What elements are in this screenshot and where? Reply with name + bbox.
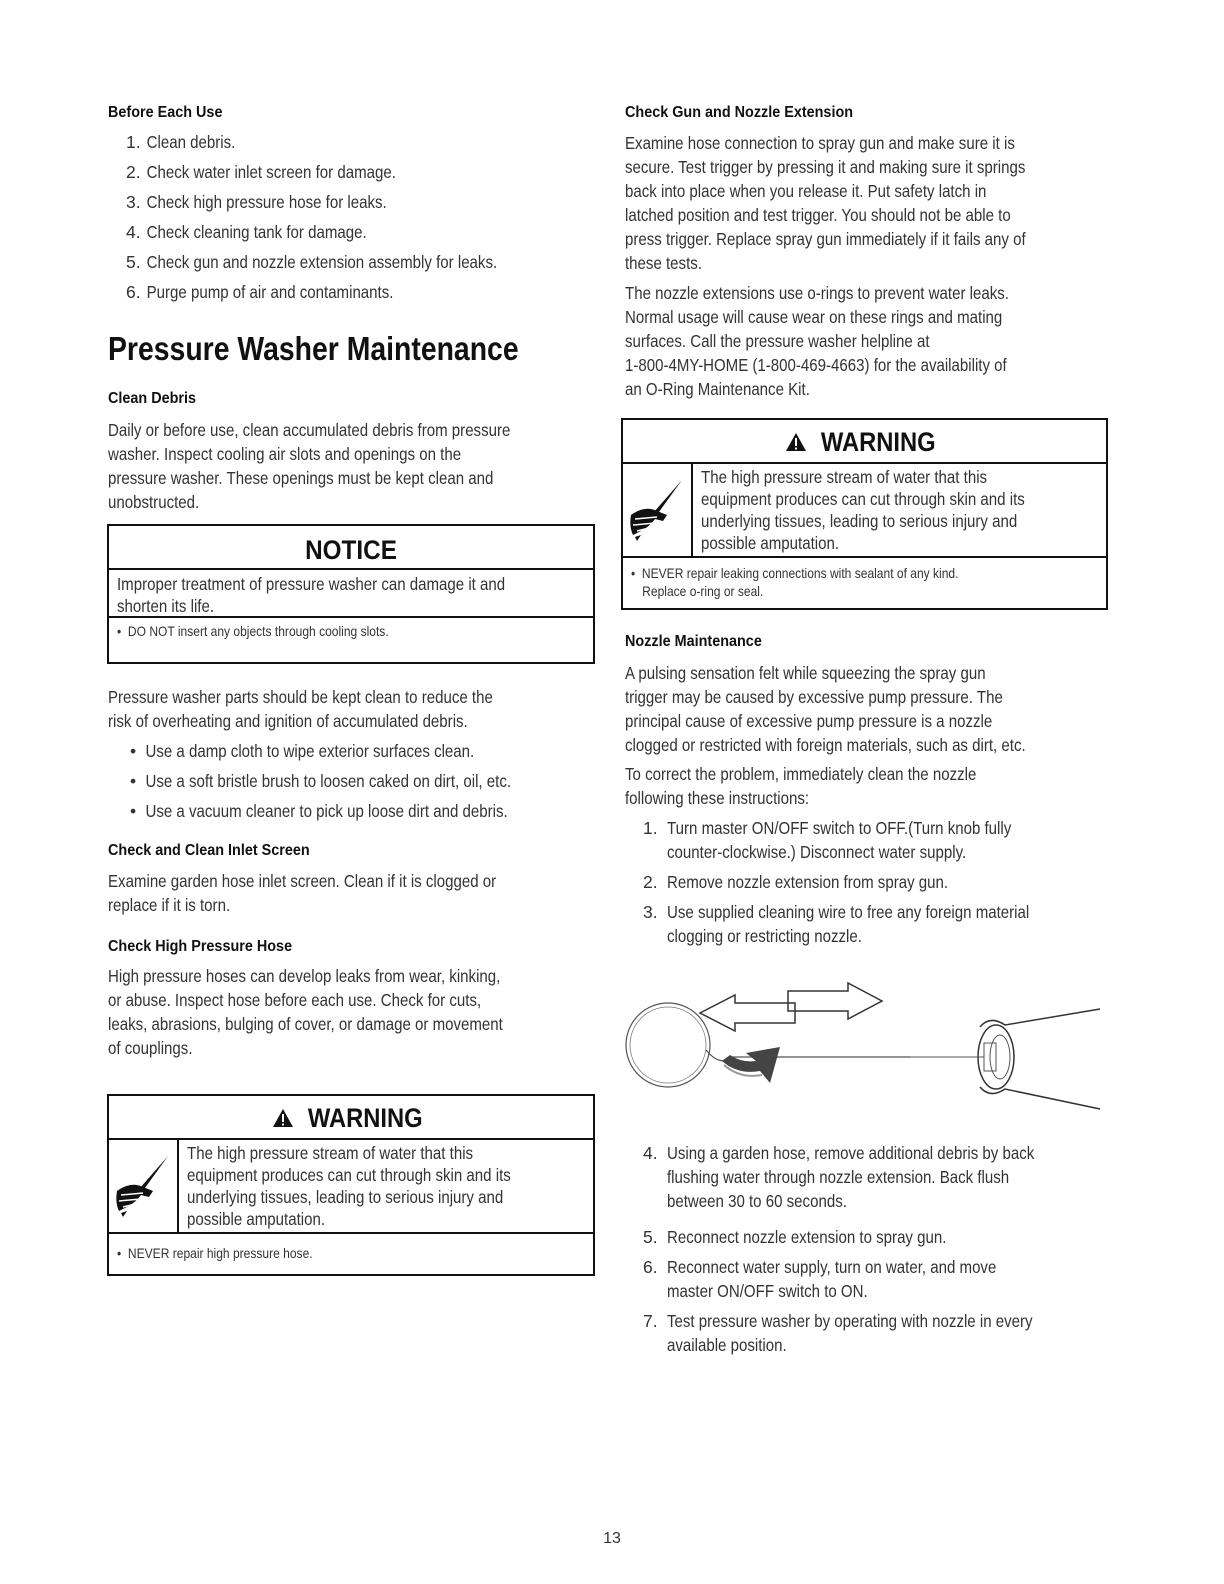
left-arrow-icon — [700, 995, 795, 1031]
warning-box-connections — [621, 418, 1108, 610]
list-item: 1. Clean debris. — [126, 132, 236, 152]
clean-debris-heading: Clean Debris — [108, 390, 197, 407]
warning-box-hose — [107, 1094, 595, 1276]
list-item: 2. Remove nozzle extension from spray gun. — [643, 872, 949, 892]
nozzle-maintenance-heading: Nozzle Maintenance — [625, 633, 762, 650]
list-item: 4. Check cleaning tank for damage. — [126, 222, 367, 242]
notice-bullet: • DO NOT insert any objects through cooling slots. — [117, 623, 389, 639]
high-pressure-hose-text: High pressure hoses can develop leaks from wear, kinking, or abuse. Inspect hose before each use. Check for cuts, leaks, abrasions, bulging of cover, or damage or movement of couplings. — [108, 966, 503, 1058]
injection-hazard-icon — [623, 464, 693, 556]
nozzle-steps-list-continued — [643, 1141, 1103, 1363]
list-item: 5. Check gun and nozzle extension assembly for leaks. — [126, 252, 498, 272]
list-item: 4. Using a garden hose, remove additional debris by back flushing water through nozzle extension. Back flush between 30 to 60 seconds. — [643, 1143, 1035, 1211]
clean-debris-text: Daily or before use, clean accumulated debris from pressure washer. Inspect cooling air slots and openings on the pressure washer. These openings must be kept clean and unobstructed. — [108, 420, 511, 512]
rotate-arrow-icon — [722, 1047, 780, 1083]
parts-text: Pressure washer parts should be kept clean to reduce the risk of overheating and ignition of accumulated debris. — [108, 687, 493, 731]
before-each-use-heading: Before Each Use — [108, 104, 223, 121]
right-arrow-icon — [788, 983, 882, 1019]
page-title: Pressure Washer Maintenance — [108, 330, 519, 367]
list-item: • Use a damp cloth to wipe exterior surfaces clean. — [130, 741, 475, 761]
warning-triangle-icon — [272, 1108, 294, 1128]
list-item: • Use a soft bristle brush to loosen caked on dirt, oil, etc. — [130, 771, 512, 791]
correct-problem-text: To correct the problem, immediately clean the nozzle following these instructions: — [625, 764, 977, 808]
before-each-use-list — [126, 130, 596, 310]
list-item: 7. Test pressure washer by operating with nozzle in every available position. — [643, 1311, 1033, 1355]
list-item: 2. Check water inlet screen for damage. — [126, 162, 396, 182]
page-number: 13 — [603, 1530, 621, 1547]
list-item: 6. Purge pump of air and contaminants. — [126, 282, 394, 302]
list-item: • Use a vacuum cleaner to pick up loose dirt and debris. — [130, 801, 508, 821]
warning-title: WARNING — [109, 1096, 593, 1140]
warning-body: The high pressure stream of water that this equipment produces can cut through skin and its underlying tissues, leading to serious injury and possible amputation. — [187, 1143, 511, 1229]
notice-box — [107, 524, 595, 664]
check-gun-text: Examine hose connection to spray gun and make sure it is secure. Test trigger by pressing it and making sure it springs back into place when you release it. Put safety latch in latched position and test trigger. You should not be able to press trigger. Replace spray gun immediately if it fails any of these tests. — [625, 133, 1026, 273]
notice-body: Improper treatment of pressure washer can damage it and shorten its life. — [109, 570, 593, 618]
warning-bullet: • NEVER repair leaking connections with sealant of any kind. Replace o-ring or seal. — [631, 565, 959, 599]
list-item: 3. Use supplied cleaning wire to free any foreign material clogging or restricting nozzle. — [643, 902, 1030, 946]
warning-title: WARNING — [623, 420, 1106, 464]
nozzle-maintenance-text: A pulsing sensation felt while squeezing the spray gun trigger may be caused by excessive pump pressure. The principal cause of excessive pump pressure is a nozzle clogged or restricted with foreign materials, such as dirt, etc. — [625, 663, 1026, 755]
warning-triangle-icon — [785, 432, 807, 452]
notice-title: NOTICE — [109, 526, 593, 570]
high-pressure-hose-heading: Check High Pressure Hose — [108, 938, 293, 955]
parts-bullets — [130, 739, 600, 829]
injection-hazard-icon — [109, 1140, 179, 1232]
inlet-screen-heading: Check and Clean Inlet Screen — [108, 842, 310, 859]
nozzle-steps-list — [643, 816, 1103, 954]
warning-bullet: • NEVER repair high pressure hose. — [117, 1245, 313, 1261]
o-ring-text: The nozzle extensions use o-rings to prevent water leaks. Normal usage will cause wear on these rings and mating surfaces. Call the pressure washer helpline at 1-800-4MY-HOME (1-800-469-4663) for the availability of an O-Ring Maintenance Kit. — [625, 283, 1009, 399]
warning-body: The high pressure stream of water that this equipment produces can cut through skin and its underlying tissues, leading to serious injury and possible amputation. — [701, 467, 1025, 553]
list-item: 1. Turn master ON/OFF switch to OFF.(Turn knob fully counter-clockwise.) Disconnect water supply. — [643, 818, 1012, 862]
list-item: 3. Check high pressure hose for leaks. — [126, 192, 387, 212]
nozzle-cleaning-illustration — [620, 975, 1110, 1125]
check-gun-heading: Check Gun and Nozzle Extension — [625, 104, 854, 121]
list-item: 5. Reconnect nozzle extension to spray gun. — [643, 1227, 947, 1247]
list-item: 6. Reconnect water supply, turn on water, and move master ON/OFF switch to ON. — [643, 1257, 997, 1301]
inlet-screen-text: Examine garden hose inlet screen. Clean if it is clogged or replace if it is torn. — [108, 871, 497, 915]
